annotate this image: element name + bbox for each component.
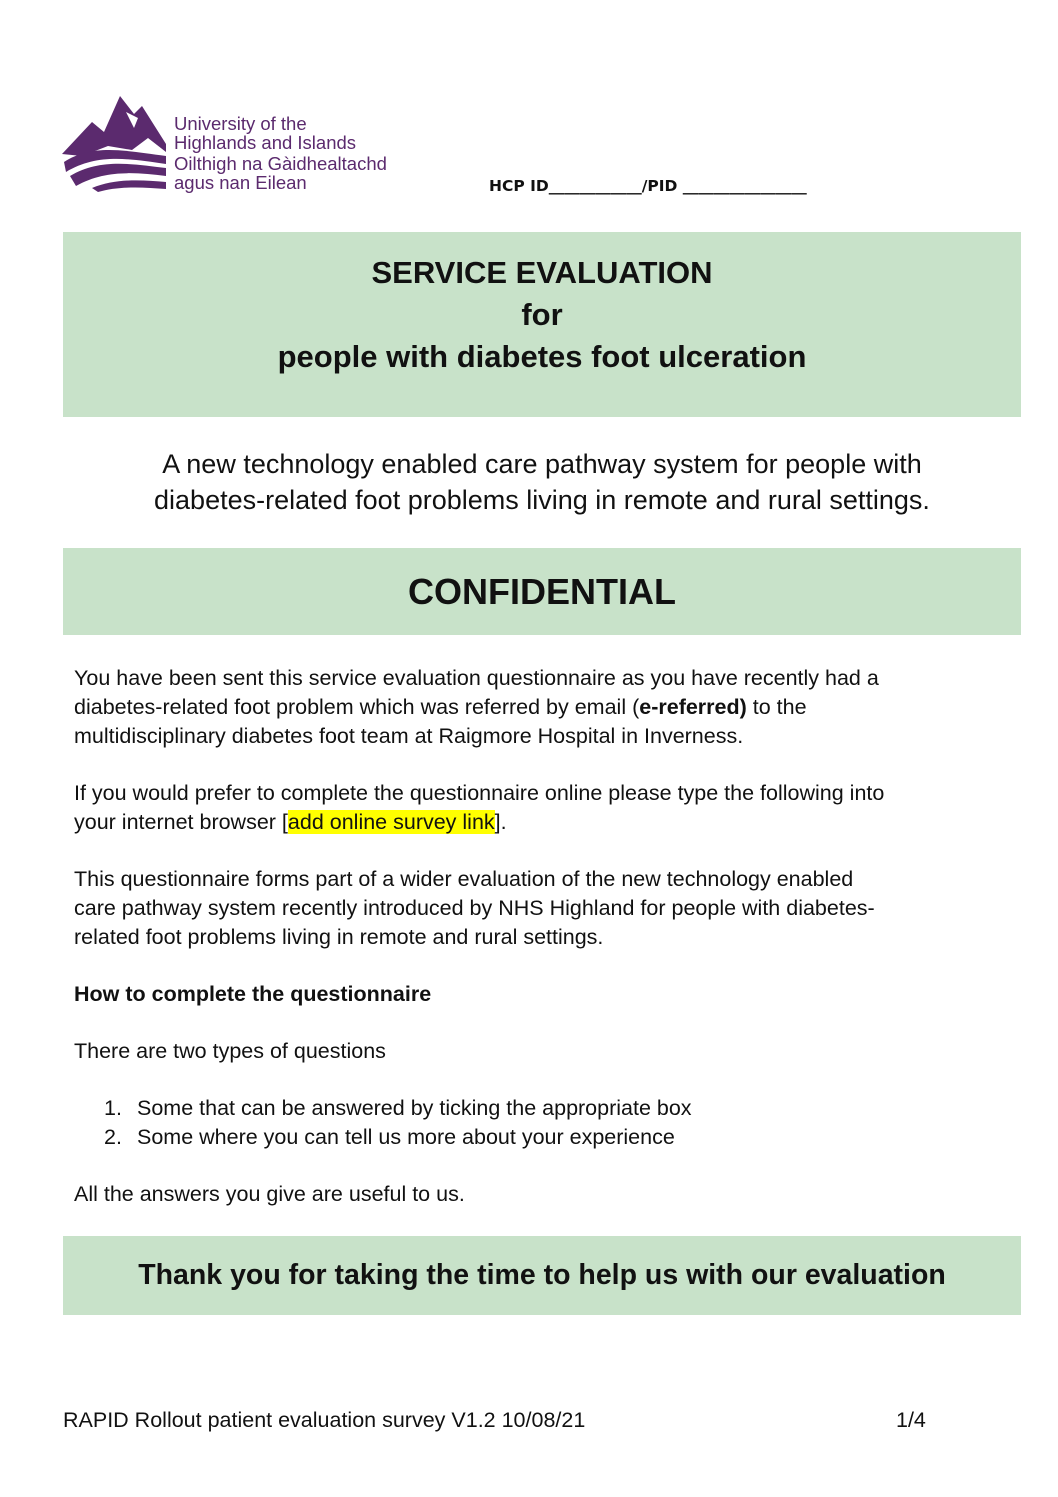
logo-line-4: agus nan Eilean [174, 172, 307, 193]
para3-line-2: care pathway system recently introduced by NHS Highland for people with diabetes- [74, 896, 875, 920]
list-item-number: 2. [104, 1125, 122, 1149]
list-item [104, 1123, 692, 1152]
intro-text [63, 446, 1021, 518]
question-types-list [104, 1094, 692, 1152]
footer-page-number: 1/4 [896, 1408, 926, 1432]
hcp-pid-field-line: HCP ID____________/PID ________________ [489, 177, 807, 195]
how-to-heading [74, 980, 1024, 1009]
survey-link-placeholder: add online survey link [287, 810, 495, 834]
mountain-wave-logo-icon [62, 92, 172, 192]
paragraph-online-option [74, 779, 1024, 837]
university-logo [62, 92, 392, 202]
para1-line-2-end: to the [746, 695, 807, 719]
list-item-text: Some where you can tell us more about your experience [137, 1125, 675, 1149]
para2-line-2 [74, 808, 1024, 837]
intro-line-2: diabetes-related foot problems living in remote and rural settings. [154, 485, 930, 515]
para3-line-3: related foot problems living in remote and rural settings. [74, 925, 604, 949]
title-line-2: for [521, 297, 563, 332]
answers-note: All the answers you give are useful to us. [74, 1182, 465, 1206]
thank-you-text: Thank you for taking the time to help us with our evaluation [138, 1259, 946, 1291]
paragraph-referral [74, 664, 1024, 751]
para1-line-2 [74, 693, 1024, 722]
list-item-number: 1. [104, 1096, 122, 1120]
title-banner [63, 232, 1021, 417]
para2-line-2-start: your internet browser [ [74, 810, 288, 834]
title-line-3: people with diabetes foot ulceration [277, 339, 807, 374]
para1-line-2-start: diabetes-related foot problem which was referred by email ( [74, 695, 640, 719]
para1-line-1: You have been sent this service evaluation questionnaire as you have recently had a [74, 666, 879, 690]
para3-line-1: This questionnaire forms part of a wider evaluation of the new technology enabled [74, 867, 854, 891]
logo-line-3: Oilthigh na Gàidhealtachd [174, 153, 387, 174]
how-to-heading-text: How to complete the questionnaire [74, 982, 432, 1006]
logo-line-2: Highlands and Islands [174, 132, 357, 153]
logo-line-1: University of the [174, 113, 307, 134]
thank-you-banner [63, 1236, 1021, 1315]
footer-document-version: RAPID Rollout patient evaluation survey V1.2 10/08/21 [63, 1408, 586, 1432]
list-item-text: Some that can be answered by ticking the appropriate box [137, 1096, 692, 1120]
intro-line-1: A new technology enabled care pathway system for people with [162, 449, 922, 479]
list-item [104, 1094, 692, 1123]
e-referred-bold: e-referred) [639, 695, 747, 719]
confidential-banner [63, 548, 1021, 635]
confidential-label: CONFIDENTIAL [408, 571, 676, 612]
types-intro: There are two types of questions [74, 1039, 386, 1063]
para2-line-2-end: ]. [494, 810, 507, 834]
para2-line-1: If you would prefer to complete the questionnaire online please type the following into [74, 781, 885, 805]
paragraph-wider-evaluation [74, 865, 1024, 952]
title-line-1: SERVICE EVALUATION [371, 255, 713, 290]
para1-line-3: multidisciplinary diabetes foot team at Raigmore Hospital in Inverness. [74, 724, 744, 748]
